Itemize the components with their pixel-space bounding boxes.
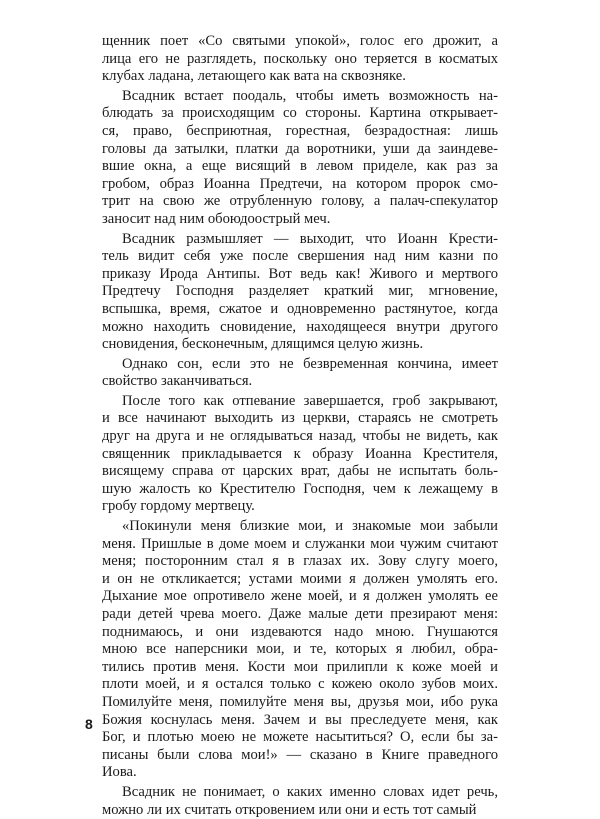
text-line: ради детей чрева моего. Даже малые дети презирают меня: [102, 606, 498, 622]
text-line: висящему справа от царских врат, дабы не испытать боль- [102, 463, 498, 480]
text-line: мною все наперсники мои, и те, которых я любил, обра- [102, 641, 498, 658]
paragraph [102, 33, 498, 86]
text-line: щенник поет «Со святыми упокой», голос его дрожит, а [102, 33, 498, 49]
paragraph [102, 784, 498, 819]
text-line: можно находить сновидение, находящееся внутри другого [102, 318, 498, 335]
text-line: Помилуйте меня, помилуйте меня вы, друзья мои, ибо рука [102, 693, 498, 710]
text-line: трит на свою же отрубленную голову, а палач-спекулатор [102, 193, 498, 210]
text-line: свойство заканчиваться. [102, 373, 253, 390]
text-line: тель видит себя уже после свершения над ним казни по [102, 248, 498, 265]
paragraph [102, 356, 498, 391]
text-line: плоти моей, и я остался только с кожею около зубов моих. [102, 676, 498, 693]
text-line: Бог, и плотью моею не можете насытиться? О, если бы за- [102, 729, 498, 746]
text-line: сновидения, бесконечным, длящимся целую жизнь. [102, 336, 424, 353]
text-line: Дыхание мое опротивело жене моей, и я должен умолять ее [102, 588, 498, 605]
text-line: ся, право, бесприютная, горестная, безрадостная: лишь [102, 122, 498, 139]
text-line: и он не откликается; устами моими я должен умолять его. [102, 570, 498, 587]
page-body-text [102, 33, 498, 819]
text-line: друг на друга и не оглядываться назад, чтобы не видеть, как [102, 428, 498, 445]
text-line: Всадник не понимает, о каких именно словах идет речь, [122, 783, 498, 800]
text-line: священник прикладывается к образу Иоанна Крестителя, [102, 445, 498, 462]
text-line: лица его не разглядеть, поскольку оно теряется в косматых [102, 50, 498, 67]
text-line: клубах ладана, летающего как вата на сквозняке. [102, 68, 406, 85]
text-line: вспышка, время, сжатое и одновременно растянутое, когда [102, 300, 498, 317]
text-line: поднимаюсь, и они издеваются надо мною. Гнушаются [102, 623, 498, 640]
text-line: меня. Пришлые в доме моем и служанки мои чужим считают [102, 535, 498, 552]
text-line: головы да затылки, платки да воротники, уши да заиндеве- [102, 140, 498, 157]
paragraph [102, 231, 498, 354]
text-line: гробом, образ Иоанна Предтечи, на котором пророк смо- [102, 175, 498, 192]
text-line: заносит над ним обоюдоострый меч. [102, 210, 331, 227]
text-line: гробу гордому мертвецу. [102, 498, 255, 515]
text-line: Иова. [102, 764, 137, 781]
text-line: Всадник размышляет — выходит, что Иоанн Крести- [122, 230, 498, 247]
text-line: писаны были слова мои!» — сказано в Книге праведного [102, 746, 498, 763]
text-line: можно ли их считать откровением или они и есть тот самый [102, 801, 477, 818]
text-line: После того как отпевание завершается, гроб закрывают, [122, 392, 498, 409]
text-line: приказу Ирода Антипы. Вот ведь как! Живого и мертвого [102, 265, 498, 282]
paragraph [102, 393, 498, 516]
text-line: Всадник встает поодаль, чтобы иметь возможность на- [122, 87, 498, 104]
text-line: меня; посторонним стал я в глазах их. Зову слугу моего, [102, 553, 498, 570]
text-line: Предтечу Господня разделяет краткий миг, мгновение, [102, 283, 498, 300]
text-line: и все начинают выходить из церкви, стараясь не смотреть [102, 410, 498, 427]
paragraph [102, 88, 498, 229]
paragraph [102, 518, 498, 782]
text-line: вшие окна, а еще висящий в левом приделе, как раз за [102, 158, 498, 175]
text-line: Однако сон, если это не безвременная кончина, имеет [122, 355, 498, 372]
text-line: блюдать за происходящим со стороны. Картина открывает- [102, 105, 498, 122]
text-line: «Покинули меня близкие мои, и знакомые мои забыли [122, 518, 498, 535]
text-line: тились против меня. Кости мои прилипли к коже моей и [102, 658, 498, 675]
page-number: 8 [85, 716, 93, 732]
text-line: шую жалость ко Крестителю Господня, чем к лежащему в [102, 480, 498, 497]
text-line: Божия коснулась меня. Зачем и вы преследуете меня, как [102, 711, 498, 728]
